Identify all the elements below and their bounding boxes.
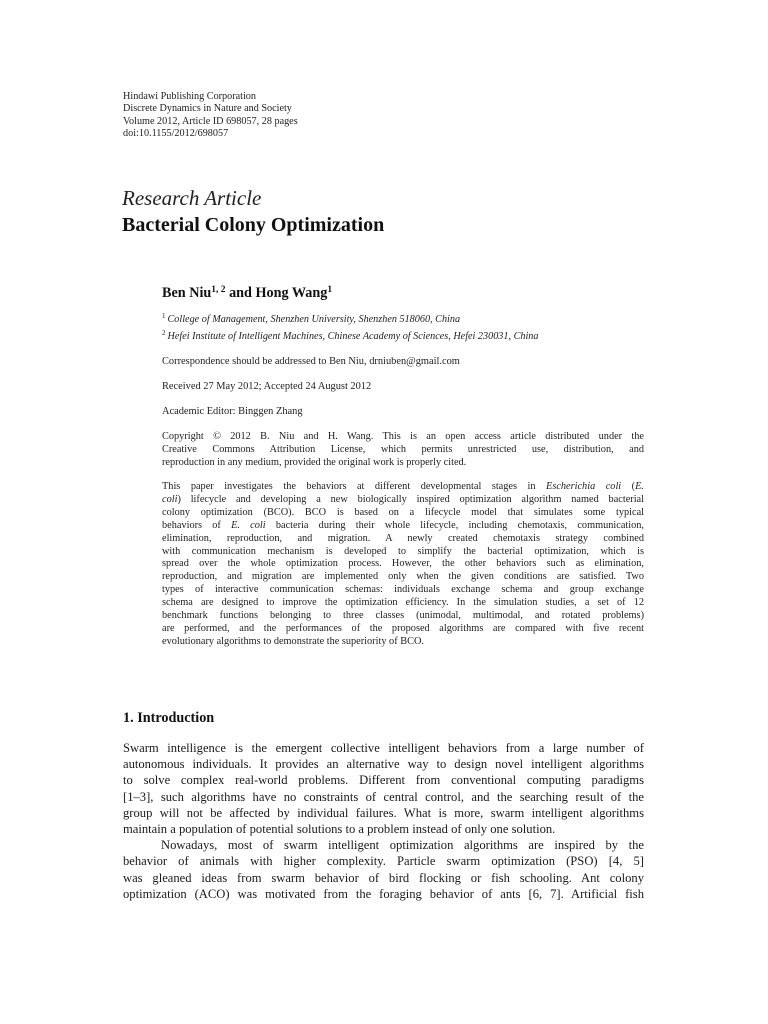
received-dates: Received 27 May 2012; Accepted 24 August 2012 [162, 381, 372, 392]
copyright-line: Copyright © 2012 B. Niu and H. Wang. This is an open access article distributed under the [162, 431, 644, 442]
abstract-line: colony optimization (BCO). BCO is based on a lifecycle model that simulates some typical [162, 506, 644, 518]
doi: doi:10.1155/2012/698057 [123, 128, 229, 140]
abstract-line: This paper investigates the behaviors at different developmental stages in Escherichia coli (E. [162, 481, 644, 492]
correspondence [162, 355, 460, 368]
body-line: was gleaned ideas from swarm behavior of bird flocking or fish schooling. Ant colony [123, 870, 644, 885]
body-line: to solve complex real-world problems. Different from conventional computing paradigms [123, 773, 644, 788]
article-type: Research Article [122, 186, 262, 210]
body-line: behavior of animals with higher complexity. Particle swarm optimization (PSO) [4, 5] [123, 854, 644, 869]
author-affiliation-mark: 1 [327, 285, 333, 295]
abstract-line: are performed, and the performances of the proposed algorithms are compared with five recent [162, 622, 644, 634]
body-line: maintain a population of potential solutions to a problem instead of only one solution. [123, 822, 556, 837]
author-name: Hong Wang [255, 285, 328, 301]
copyright-notice [162, 431, 644, 470]
author-connector: and [229, 285, 252, 301]
author-line [162, 283, 332, 303]
affiliation-text: College of Management, Shenzhen University, Shenzhen 518060, China [167, 314, 461, 325]
body-line: Nowadays, most of swarm intelligent optimization algorithms are inspired by the [161, 838, 644, 853]
abstract-line: reproduction, and migration are implemented only when the given conditions are satisfied. Two [162, 571, 644, 583]
affiliation-mark: 1 [162, 312, 166, 320]
journal-name: Discrete Dynamics in Nature and Society [123, 103, 292, 115]
section-heading: 1. Introduction [123, 710, 215, 726]
abstract-line: with communication mechanism is developed to simplify the bacterial optimization, which is [162, 545, 644, 557]
body-line: [1–3], such algorithms have no constraints of central control, and the searching result of the [123, 789, 644, 804]
body-line: group will not be affected by individual failures. What is more, swarm intelligent algorithms [123, 805, 644, 820]
abstract-line: spread over the whole optimization process. However, the other behaviors such as elimination, [162, 558, 644, 570]
correspondence-text: Correspondence should be addressed to Ben Niu, [162, 356, 367, 367]
affiliation-mark: 2 [162, 329, 166, 337]
correspondence-email[interactable]: drniuben@gmail.com [369, 356, 460, 367]
copyright-line: reproduction in any medium, provided the original work is properly cited. [162, 456, 467, 468]
abstract-line: coli) lifecycle and developing a new biologically inspired optimization algorithm named bacterial [162, 493, 644, 505]
affiliation [162, 330, 539, 343]
abstract-line: elimination, reproduction, and migration. A newly created chemotaxis strategy combined [162, 532, 644, 544]
abstract-line: evolutionary algorithms to demonstrate the superiority of BCO. [162, 635, 424, 647]
body-text [123, 740, 644, 902]
affiliation [162, 313, 460, 326]
body-line: autonomous individuals. It provides an alternative way to design novel intelligent algorithms [123, 757, 644, 772]
body-line: optimization (ACO) was motivated from the foraging behavior of ants [6, 7]. Artificial fish [123, 886, 644, 901]
journal-header [123, 91, 298, 141]
abstract-line: benchmark functions belonging to three classes (unimodal, multimodal, and rotated problems) [162, 610, 644, 622]
volume-info: Volume 2012, Article ID 698057, 28 pages [123, 115, 298, 127]
author-name: Ben Niu [162, 285, 212, 301]
academic-editor: Academic Editor: Binggen Zhang [162, 406, 303, 417]
body-line: Swarm intelligence is the emergent collective intelligent behaviors from a large number of [123, 741, 644, 755]
abstract-line: types of interactive communication schemas: individuals exchange schema and group exchange [162, 584, 644, 596]
author-affiliation-mark: 1, 2 [211, 285, 226, 295]
abstract [162, 481, 644, 649]
article-title: Bacterial Colony Optimization [122, 214, 385, 236]
publisher-name: Hindawi Publishing Corporation [123, 91, 256, 102]
copyright-line: Creative Commons Attribution License, which permits unrestricted use, distribution, and [162, 443, 644, 455]
abstract-line: schema are designed to improve the optimization efficiency. In the simulation studies, a set of 12 [162, 597, 644, 609]
affiliation-text: Hefei Institute of Intelligent Machines, Chinese Academy of Sciences, Hefei 230031, China [167, 331, 539, 342]
abstract-line: behaviors of E. coli bacteria during their whole lifecycle, including chemotaxis, communication, [162, 519, 644, 531]
